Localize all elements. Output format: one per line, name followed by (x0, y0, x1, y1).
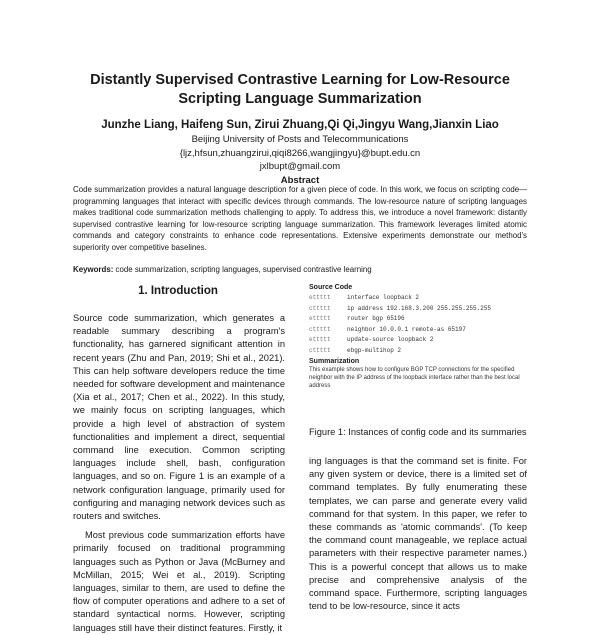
abstract-text: Code summarization provides a natural language description for a given piece of code. In this work, we focus on scripting code—programming languages that interact with specific devices through commands. The low-resource nature of scripting languages makes traditional code summarization methods challenging to apply. To address this, we introduce a novel framework: distantly supervised contrastive learning for low-resource scripting language summarization. This framework leverages limited atomic commands and category constraints to enhance code representations. Extensive experiments demonstrate our method's superiority over competitive baselines. (73, 185, 527, 252)
code-text: interface loopback 2 (347, 294, 420, 301)
section-heading: 1. Introduction (138, 285, 218, 297)
affiliation-block (60, 133, 540, 174)
line-number: cttttt (309, 325, 331, 333)
code-line (309, 346, 527, 357)
code-text: ebgp-multihop 2 (347, 346, 402, 354)
right-column-text: ing languages is that the command set is finite. For any given system or device, there is a limited set of command templates. By fully enumerating these templates, we can parse and generate every valid command for that system. In this paper, we refer to these commands as 'atomic commands'. (To keep the command count manageable, we replace actual parameters with their respective parameter names.) This is a powerful concept that allows us to make precise and comprehensive analysis of the command space. Furthermore, scripting languages tend to be low-resource, since it acts (309, 456, 527, 612)
affiliation: Beijing University of Posts and Telecommunications (191, 134, 409, 145)
line-number: cttttt (309, 304, 331, 312)
line-number: ettttt (309, 315, 331, 323)
summarization-label: Summarization (309, 357, 360, 365)
figure-caption: Figure 1: Instances of config code and its summaries (309, 427, 527, 437)
figure-1 (309, 283, 527, 390)
code-line (309, 293, 527, 304)
code-line (309, 325, 527, 336)
code-text: update-source loopback 2 (347, 336, 434, 344)
keywords-text: code summarization, scripting languages, supervised contrastive learning (115, 265, 372, 274)
line-number: ettttt (309, 336, 331, 344)
author-list: Junzhe Liang, Haifeng Sun, Zirui Zhuang,Qi Qi,Jingyu Wang,Jianxin Liao (101, 119, 499, 131)
keywords-label: Keywords: (73, 265, 114, 274)
code-text: neighbor 10.0.0.1 remote-as 65197 (347, 325, 466, 333)
source-code-label: Source Code (309, 284, 353, 291)
keywords (73, 264, 527, 275)
left-column (73, 312, 285, 635)
summarization-text: This example shows how to configure BGP TCP connections for the specified neighbor with the IP address of the loopback interface rather than the best local address (309, 366, 520, 389)
code-text: ip address 192.168.3.200 255.255.255.255 (347, 304, 492, 312)
line-number: ettttt (309, 294, 331, 301)
paper-title: Distantly Supervised Contrastive Learning for Low-Resource Scripting Language Summarization (90, 72, 510, 107)
code-line (309, 314, 527, 325)
code-line (309, 335, 527, 346)
line-number: cttttt (309, 346, 331, 354)
intro-paragraph-1: Source code summarization, which generates a readable summary describing a program's functionality, has garnered significant attention in recent years (Zhu and Pan, 2019; Shi et al., 2021). This can help software developers reduce the time needed for software development and maintenance (Xia et al., 2017; Chen et al., 2022). In this study, we mainly focus on scripting languages, which provide a high level of abstraction of system functionalities and implement a direct, sequential command line execution. Common scripting languages include shell, bash, configuration languages, and so on. Figure 1 is an example of a network configuration language, primarily used for configuring and managing network devices such as routers and switches. (73, 313, 285, 522)
email-secondary: jxlbupt@gmail.com (259, 161, 341, 172)
code-line (309, 304, 527, 315)
code-block (309, 293, 527, 357)
intro-paragraph-2: Most previous code summarization efforts have primarily focused on traditional programming languages such as Python or Java (McBurney and McMillan, 2015; Wei et al., 2019). Scripting languages, similar to them, are used to define the flow of computer operations and adhere to a set of standard syntactical norms. However, scripting languages still have their distinct features. Firstly, it (73, 530, 285, 633)
code-text: router bgp 65196 (347, 315, 405, 323)
abstract-heading: Abstract (280, 175, 320, 186)
email-list: {ljz,hfsun,zhuangzirui,qiqi8266,wangjingyu}@bupt.edu.cn (179, 147, 421, 159)
